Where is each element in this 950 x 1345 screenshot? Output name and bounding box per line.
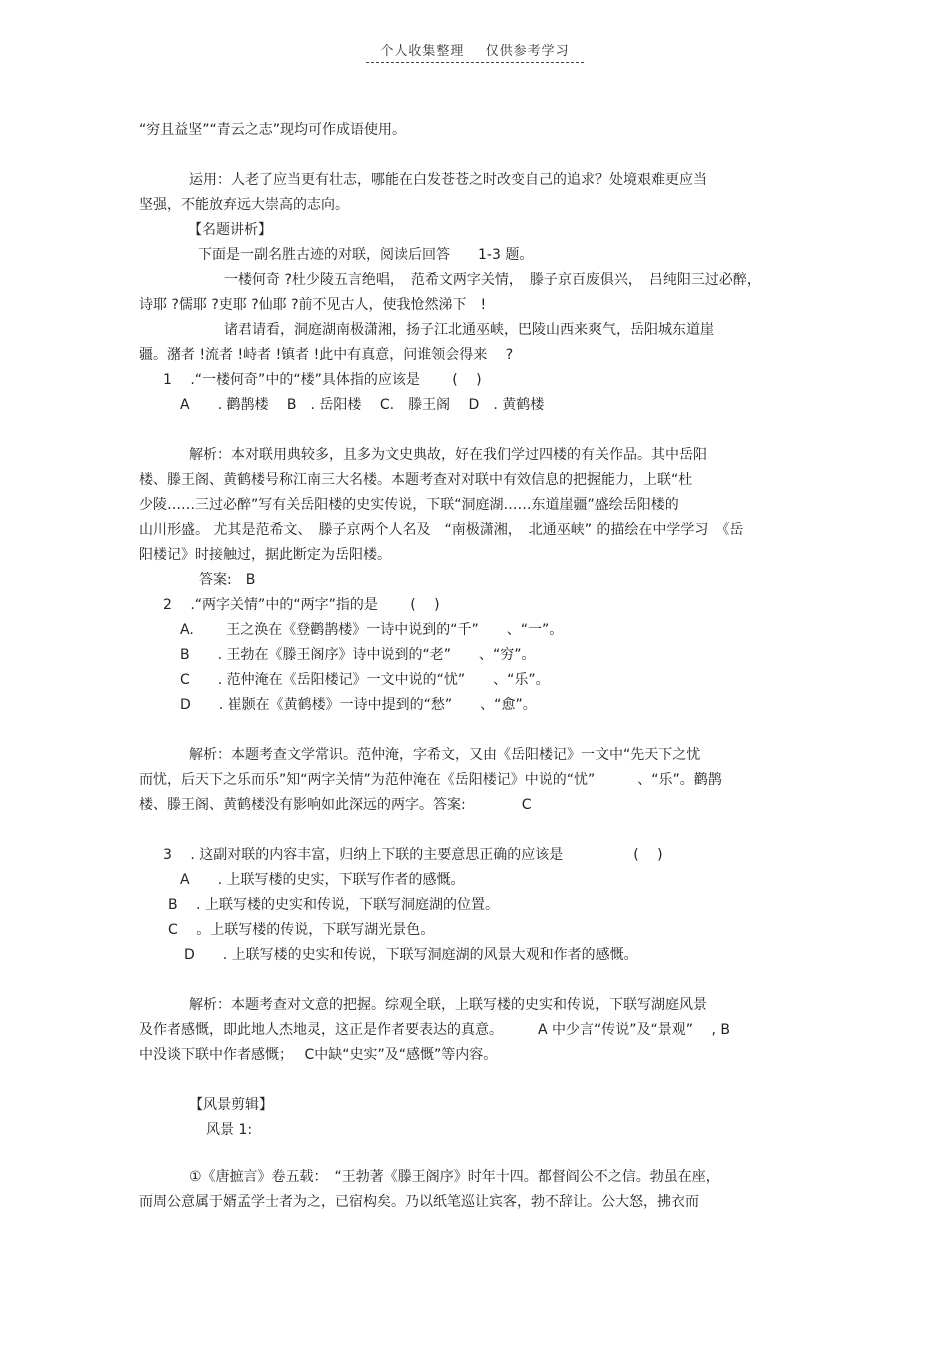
analysis-line: 少陵……三过必醉”写有关岳阳楼的史实传说，下联“洞庭湖……东道崖疆”盛绘岳阳楼的 (139, 497, 679, 513)
answer-line: 答案: B (199, 572, 256, 588)
analysis-line: 楼、滕王阁、黄鹤楼号称江南三大名楼。本题考查对对联中有效信息的把握能力，上联“杜 (139, 472, 693, 488)
text-line: 而周公意属于婿孟学士者为之，已宿构矣。乃以纸笔巡让宾客，勃不辞让。公大怒，拂衣而 (139, 1194, 699, 1210)
option-b: B . 王勃在《滕王阁序》诗中说到的“老” 、“穷”。 (180, 647, 536, 663)
text-line: 下面是一副名胜古迹的对联，阅读后回答 1-3 题。 (198, 247, 534, 263)
option-a: A. 王之涣在《登鹳鹊楼》一诗中说到的“千” 、“一”。 (180, 622, 564, 638)
option-c: C . 范仲淹在《岳阳楼记》一文中说的“忧” 、“乐”。 (180, 672, 550, 688)
couplet-line: 诸君请看，洞庭湖南极潇湘，扬子江北通巫峡，巴陵山西来爽气，岳阳城东道崖 (224, 322, 714, 338)
analysis-line: 解析：本对联用典较多，且多为文史典故，好在我们学过四楼的有关作品。其中岳阳 (189, 447, 707, 463)
option-d: D . 崔颢在《黄鹤楼》一诗中提到的“愁” 、“愈”。 (180, 697, 537, 713)
text-line: 运用：人老了应当更有壮志，哪能在白发苍苍之时改变自己的追求？处境艰难更应当 (189, 172, 707, 188)
couplet-line: 疆。潴者 !流者 !峙者 !镇者 !此中有真意，问谁领会得来 ? (139, 347, 514, 363)
analysis-line: 解析：本题考查对文意的把握。综观全联，上联写楼的史实和传说，下联写湖庭风景 (189, 997, 707, 1013)
header-left-text: 个人收集整理 (380, 44, 465, 59)
couplet-line: 诗耶 ?儒耶 ?吏耶 ?仙耶 ?前不见古人，使我怆然涕下 ! (139, 297, 487, 313)
option-b: B . 上联写楼的史实和传说，下联写洞庭湖的位置。 (168, 897, 499, 913)
question-3: 3 . 这副对联的内容丰富，归纳上下联的主要意思正确的应该是 ( ) (163, 847, 663, 863)
section-heading: 【名题讲析】 (188, 222, 272, 238)
section-heading: 【风景剪辑】 (189, 1097, 273, 1113)
text-line: “穷且益坚”“青云之志”现均可作成语使用。 (139, 122, 407, 138)
text-line: 坚强，不能放弃远大崇高的志向。 (139, 197, 349, 213)
analysis-line: 而忧，后天下之乐而乐”知“两字关情”为范仲淹在《岳阳楼记》中说的“忧” 、“乐”。鹳鹊 (139, 772, 722, 788)
question-1-options: A . 鹳鹊楼 B . 岳阳楼 C. 滕王阁 D . 黄鹤楼 (180, 397, 545, 413)
question-1: 1 .“一楼何奇”中的“楼”具体指的应该是 ( ) (163, 372, 482, 388)
analysis-line: 楼、滕王阁、黄鹤楼没有影响如此深远的两字。答案: C (139, 797, 532, 813)
analysis-line: 山川形盛。 尤其是范希文、 滕子京两个人名及 “南极潇湘， 北通巫峡” 的描绘在中学学习 《岳 (139, 522, 744, 538)
option-a: A . 上联写楼的史实，下联写作者的感慨。 (180, 872, 465, 888)
option-c: C 。上联写楼的传说，下联写湖光景色。 (168, 922, 435, 938)
option-d: D . 上联写楼的史实和传说，下联写洞庭湖的风景大观和作者的感慨。 (184, 947, 638, 963)
header-right-text: 仅供参考学习 (485, 44, 570, 59)
subsection-heading: 风景 1: (206, 1122, 253, 1138)
analysis-line: 中没谈下联中作者感慨； C中缺“史实”及“感慨”等内容。 (139, 1047, 498, 1063)
analysis-line: 解析：本题考查文学常识。范仲淹，字希文，又由《岳阳楼记》一文中“先天下之忧 (189, 747, 701, 763)
text-line: ①《唐摭言》卷五载： “王勃著《滕王阁序》时年十四。都督阎公不之信。勃虽在座， (189, 1169, 720, 1185)
analysis-line: 阳楼记》时接触过，据此断定为岳阳楼。 (139, 547, 391, 563)
couplet-line: 一楼何奇 ?杜少陵五言绝唱， 范希文两字关情， 滕子京百废俱兴， 吕纯阳三过必醉， (224, 272, 761, 288)
analysis-line: 及作者感慨，即此地人杰地灵，这正是作者要表达的真意。 A 中少言“传说”及“景观” , B (139, 1022, 730, 1038)
page-header (0, 40, 950, 63)
question-2: 2 .“两字关情”中的“两字”指的是 ( ) (163, 597, 440, 613)
header-box (366, 40, 583, 63)
